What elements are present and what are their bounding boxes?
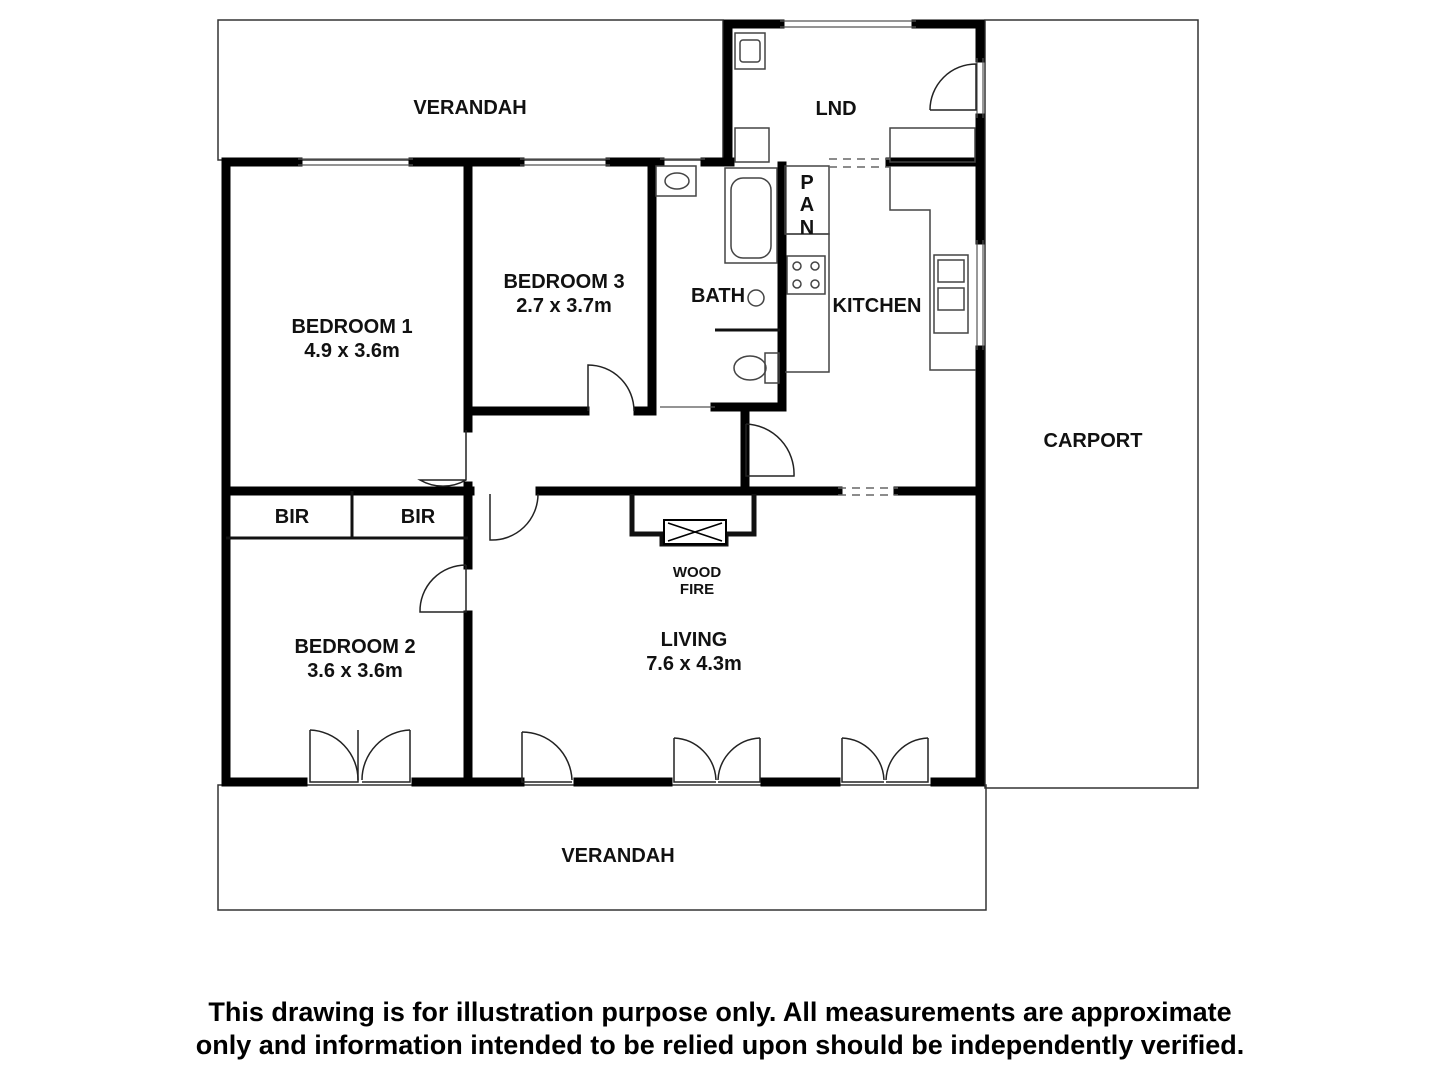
- carport-area: [985, 20, 1198, 788]
- cooktop: [787, 256, 825, 294]
- bath-basin: [656, 166, 696, 196]
- outdoor-areas: [218, 20, 1198, 910]
- verandah-top-label: VERANDAH: [413, 97, 527, 119]
- kitchen-sink: [934, 255, 968, 333]
- bedroom3-name: BEDROOM 3: [503, 271, 625, 293]
- verandah-top-area: [218, 20, 723, 160]
- wood-fire-line2: FIRE: [679, 581, 715, 598]
- bedroom2-size: 3.6 x 3.6m: [307, 660, 403, 682]
- kitchen-label: KITCHEN: [832, 295, 922, 317]
- verandah-bottom-label: VERANDAH: [561, 845, 675, 867]
- room-labels: [275, 97, 1143, 867]
- living-name: LIVING: [660, 629, 728, 651]
- bedroom1-name: BEDROOM 1: [291, 316, 413, 338]
- toilet: [765, 353, 779, 383]
- bir-left-label: BIR: [274, 506, 310, 528]
- disclaimer-line-2: only and information intended to be relied upon should be independently verified.: [195, 1030, 1245, 1060]
- openings: [829, 159, 898, 495]
- lnd-label: LND: [815, 98, 857, 120]
- pantry-letter-3: N: [799, 217, 815, 239]
- bedroom1-size: 4.9 x 3.6m: [304, 340, 400, 362]
- windows: [298, 21, 983, 407]
- doors: [310, 64, 976, 782]
- bathtub: [725, 168, 777, 263]
- carport-label: CARPORT: [1043, 430, 1143, 452]
- pantry-letter-1: P: [800, 172, 814, 194]
- living-size: 7.6 x 4.3m: [646, 653, 742, 675]
- pantry-letter-2: A: [799, 194, 815, 216]
- disclaimer-line-1: This drawing is for illustration purpose only. All measurements are approximate: [208, 997, 1232, 1027]
- bath-label: BATH: [690, 285, 746, 307]
- bir-right-label: BIR: [400, 506, 436, 528]
- wood-fire-line1: WOOD: [672, 564, 722, 581]
- bedroom2-name: BEDROOM 2: [294, 636, 416, 658]
- bedroom3-size: 2.7 x 3.7m: [516, 295, 612, 317]
